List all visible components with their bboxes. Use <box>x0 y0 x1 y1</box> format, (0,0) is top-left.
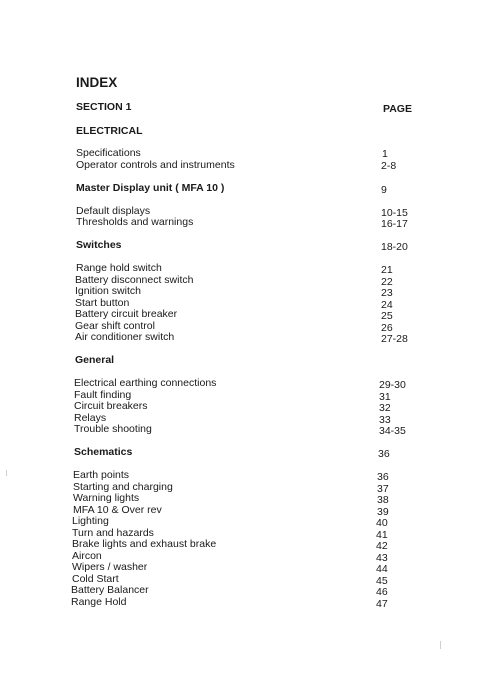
list-item-page: 47 <box>376 598 388 610</box>
list-item-page: 43 <box>376 552 388 564</box>
list-item-label: Wipers / washer <box>72 561 148 573</box>
list-item-label: Warning lights <box>73 492 140 504</box>
list-item-page: 46 <box>376 586 388 598</box>
list-item-page: 21 <box>381 264 393 276</box>
list-item-label: Battery circuit breaker <box>75 308 178 320</box>
list-item-label: Start button <box>75 297 130 309</box>
list-item-page: 38 <box>377 494 389 506</box>
list-item-label: Circuit breakers <box>74 400 148 412</box>
list-item-page: 2-8 <box>381 160 397 172</box>
list-item-label: Specifications <box>76 147 141 159</box>
list-item-label: Ignition switch <box>75 285 141 297</box>
list-item-page: 45 <box>376 575 388 587</box>
section-label: SECTION 1 <box>76 101 132 113</box>
list-item-label: Range hold switch <box>76 262 162 274</box>
list-item-label: Relays <box>74 412 107 424</box>
list-item-page: 32 <box>379 402 391 414</box>
list-item-label: Gear shift control <box>75 320 155 332</box>
list-item-page: 26 <box>381 322 393 334</box>
list-item-label: Fault finding <box>74 389 132 401</box>
page-title: INDEX <box>76 75 118 90</box>
list-item-label: Trouble shooting <box>74 423 152 435</box>
list-item-page: 27-28 <box>381 333 408 345</box>
list-item-page: 33 <box>379 414 391 426</box>
list-item-page: 1 <box>382 148 388 160</box>
list-item-label: Electrical earthing connections <box>74 377 217 389</box>
list-item-label: Default displays <box>76 205 151 217</box>
master-display-page: 9 <box>381 184 387 196</box>
list-item-page: 29-30 <box>379 379 406 391</box>
list-item-label: Operator controls and instruments <box>76 159 235 171</box>
list-item-label: Turn and hazards <box>72 527 154 539</box>
list-item-label: Range Hold <box>71 596 127 608</box>
list-item-page: 31 <box>379 391 391 403</box>
list-item-label: Thresholds and warnings <box>76 216 194 228</box>
list-item-page: 25 <box>381 310 393 322</box>
list-item-label: Lighting <box>72 515 109 527</box>
list-item-label: Cold Start <box>72 573 119 585</box>
list-item-label: Battery Balancer <box>71 584 149 596</box>
list-item-page: 34-35 <box>379 425 406 437</box>
page-column-header: PAGE <box>383 103 412 115</box>
list-item-page: 41 <box>376 529 388 541</box>
master-display-heading: Master Display unit ( MFA 10 ) <box>76 182 225 194</box>
list-item-page: 42 <box>376 540 388 552</box>
list-item-page: 22 <box>381 276 393 288</box>
list-item-page: 10-15 <box>381 207 408 219</box>
schematics-page: 36 <box>378 448 390 460</box>
list-item-page: 40 <box>376 517 388 529</box>
list-item-page: 44 <box>376 563 388 575</box>
list-item-page: 16-17 <box>381 218 408 230</box>
scan-mark <box>440 641 441 649</box>
list-item-page: 24 <box>381 299 393 311</box>
electrical-heading: ELECTRICAL <box>76 125 143 137</box>
list-item-label: Air conditioner switch <box>75 331 175 343</box>
list-item-label: Battery disconnect switch <box>75 274 194 286</box>
list-item-label: Earth points <box>73 469 130 481</box>
list-item-page: 36 <box>377 471 389 483</box>
list-item-label: Brake lights and exhaust brake <box>72 538 217 550</box>
switches-page: 18-20 <box>381 241 408 253</box>
scan-mark <box>6 470 7 476</box>
list-item-page: 23 <box>381 287 393 299</box>
general-heading: General <box>75 354 115 366</box>
list-item-label: Starting and charging <box>73 481 173 493</box>
list-item-label: Aircon <box>72 550 102 562</box>
schematics-heading: Schematics <box>74 446 133 458</box>
switches-heading: Switches <box>76 239 122 251</box>
list-item-label: MFA 10 & Over rev <box>73 504 162 516</box>
list-item-page: 37 <box>377 483 389 495</box>
list-item-page: 39 <box>377 506 389 518</box>
